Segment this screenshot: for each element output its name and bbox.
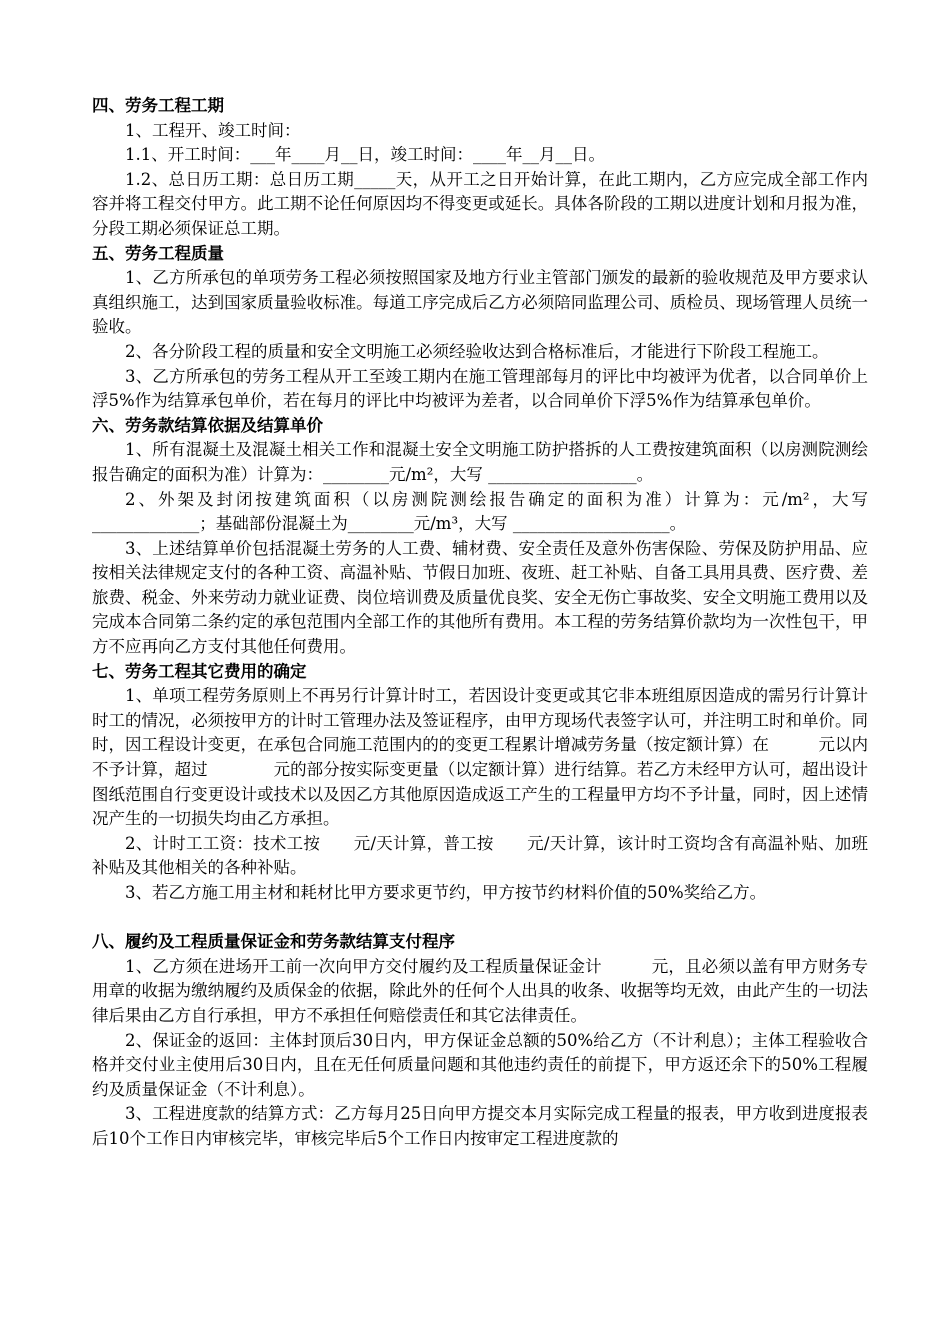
section-6-para-1: 1、所有混凝土及混凝土相关工作和混凝土安全文明施工防护搭拆的人工费按建筑面积（以房测院测绘报告确定的面积为准）计算为：________元/m²，大写 __________________。 [92, 440, 868, 484]
section-7-para-1: 1、单项工程劳务原则上不再另行计算计时工，若因设计变更或其它非本班组原因造成的需另行计算计时工的情况，必须按甲方的计时工管理办法及签证程序，由甲方现场代表签字认可，并注明工时和单价。同时，因工程设计变更，在承包合同施工范围内的的变更工程累计增减劳务量（按定额计算）在 元以内不予计算，超过 元的部分按实际变更量（以定额计算）进行结算。若乙方未经甲方认可，超出设计图纸范围自行变更设计或技术以及因乙方其他原因造成返工产生的工程量甲方均不予计量，同时，因上述情况产生的一切损失均由乙方承担。 [92, 686, 868, 829]
section-7 [92, 660, 868, 906]
section-4-para-1: 1、工程开、竣工时间： [125, 120, 301, 140]
section-4-para-2: 1.1、开工时间：___年____月__日，竣工时间：____年__月__日。 [125, 145, 605, 165]
section-5-title: 五、劳务工程质量 [92, 243, 224, 263]
blank-line [92, 906, 868, 931]
section-5 [92, 242, 868, 414]
section-7-para-2: 2、计时工工资：技术工按 元/天计算，普工按 元/天计算，该计时工资均含有高温补贴、加班补贴及其他相关的各种补贴。 [92, 833, 868, 878]
section-7-para-3: 3、若乙方施工用主材和耗材比甲方要求更节约，甲方按节约材料价值的50%奖给乙方。 [125, 883, 767, 902]
section-8-para-3: 3、工程进度款的结算方式：乙方每月25日向甲方提交本月实际完成工程量的报表，甲方收到进度报表后10个工作日内审核完毕，审核完毕后5个工作日内按审定工程进度款的 [92, 1104, 868, 1148]
section-6 [92, 414, 868, 660]
section-6-para-3: 3、上述结算单价包括混凝土劳务的人工费、辅材费、安全责任及意外伤害保险、劳保及防护用品、应按相关法律规定支付的各种工资、高温补贴、节假日加班、夜班、赶工补贴、自备工具用具费、医疗费、差旅费、税金、外来劳动力就业证费、岗位培训费及质量优良奖、安全无伤亡事故奖、安全文明施工费用以及完成本合同第二条约定的承包范围内全部工作的其他所有费用。本工程的劳务结算价款均为一次性包干，甲方不应再向乙方支付其他任何费用。 [92, 538, 868, 657]
document-page [92, 94, 868, 1152]
section-7-title: 七、劳务工程其它费用的确定 [92, 661, 307, 681]
section-6-title: 六、劳务款结算依据及结算单价 [92, 415, 323, 435]
section-6-para-2: 2、外架及封闭按建筑面积（以房测院测绘报告确定的面积为准）计算为：元/m²，大写 _____________；基础部份混凝土为________元/m³，大写 ___________________。 [92, 489, 868, 534]
section-5-para-1: 1、乙方所承包的单项劳务工程必须按照国家及地方行业主管部门颁发的最新的验收规范及甲方要求认真组织施工，达到国家质量验收标准。每道工序完成后乙方必须陪同监理公司、质检员、现场管理人员统一验收。 [92, 268, 868, 337]
section-8-title: 八、履约及工程质量保证金和劳务款结算支付程序 [92, 932, 455, 952]
section-8-para-2: 2、保证金的返回：主体封顶后30日内，甲方保证金总额的50%给乙方（不计利息）；主体工程验收合格并交付业主使用后30日内，且在无任何质量问题和其他违约责任的前提下，甲方返还余下的50%工程履约及质量保证金（不计利息）。 [92, 1030, 868, 1099]
section-8-para-1: 1、乙方须在进场开工前一次向甲方交付履约及工程质量保证金计 元，且必须以盖有甲方财务专用章的收据为缴纳履约及质保金的依据，除此外的任何个人出具的收条、收据等均无效，由此产生的一切法律后果由乙方自行承担，甲方不承担任何赔偿责任和其它法律责任。 [92, 956, 868, 1025]
section-4-title: 四、劳务工程工期 [92, 96, 224, 115]
section-4-para-3: 1.2、总日历工期：总日历工期_____天，从开工之日开始计算，在此工期内，乙方应完成全部工作内容并将工程交付甲方。此工期不论任何原因均不得变更或延长。具体各阶段的工期以进度计划和月报为准，分段工期必须保证总工期。 [92, 169, 868, 238]
section-5-para-2: 2、各分阶段工程的质量和安全文明施工必须经验收达到合格标准后，才能进行下阶段工程施工。 [125, 341, 829, 361]
section-4 [92, 94, 868, 242]
section-8 [92, 930, 868, 1151]
section-5-para-3: 3、乙方所承包的劳务工程从开工至竣工期内在施工管理部每月的评比中均被评为优者，以合同单价上浮5%作为结算承包单价，若在每月的评比中均被评为差者，以合同单价下浮5%作为结算承包单价。 [92, 366, 868, 411]
